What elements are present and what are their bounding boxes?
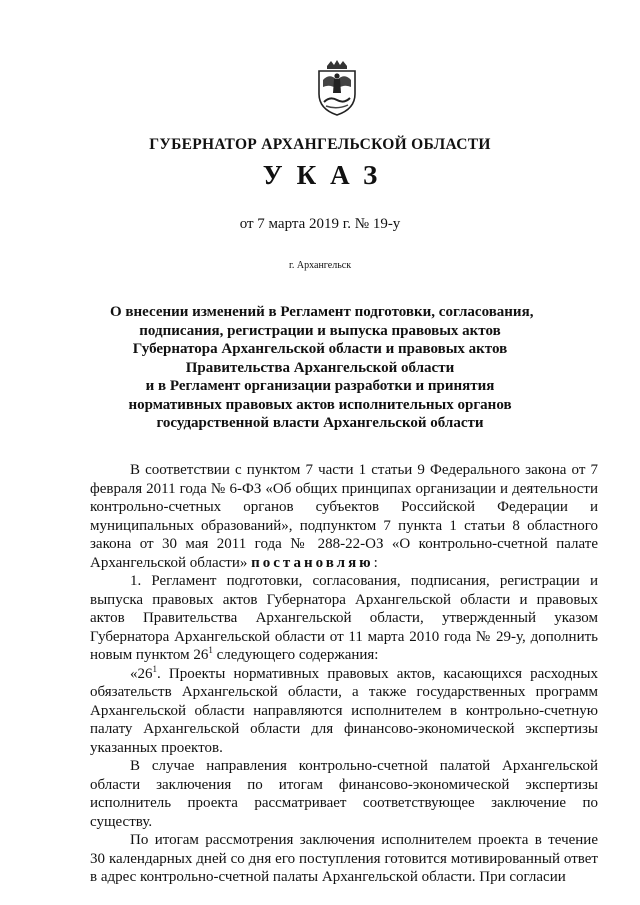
superscript: 1 xyxy=(152,663,157,674)
issue-place: г. Архангельск xyxy=(288,260,352,271)
new-item-number: «26 xyxy=(130,665,153,682)
clause-1-paragraph xyxy=(90,572,598,665)
conclusion-paragraph: В случае направления контрольно-счетной палатой Архангельской области заключения по итогам финансово-экономической экспертизы исполнитель проекта рассматривает соответствующее заключение по существу. xyxy=(90,758,598,830)
superscript: 1 xyxy=(208,645,213,655)
preamble-text: В соответствии с пунктом 7 части 1 статьи 9 Федерального закона от 7 февраля 2011 года № 6-ФЗ «Об общих принципах организации и деятельности контрольно-счетных органов субъектов Российской Федерации и муниципальных образований», подпунктом 7 пункта 1 статьи 8 областного закона от 30 мая 2011 года № 288-22-ОЗ «О контрольно-счетной палате Архангельской области» xyxy=(90,462,598,571)
new-item-text: . Проекты нормативных правовых актов, касающихся расходных обязательств Архангельской области, а также государственных программ Архангельской области направляются исполнителем в контрольно-счетную палату Архангельской области для финансово-экономической экспертизы указанных проектов. xyxy=(90,665,598,756)
clause-1-text-end: следующего содержания: xyxy=(212,647,379,663)
title-line: Губернатора Архангельской области и правовых актов xyxy=(132,341,508,357)
response-paragraph: По итогам рассмотрения заключения исполнителем проекта в течение 30 календарных дней со дня его поступления готовится мотивированный ответ в адрес контрольно-счетной палаты Архангельской области. При согласии xyxy=(90,832,598,885)
title-line: подписания, регистрации и выпуска правовых актов xyxy=(139,322,501,339)
arkhangelsk-coat-of-arms-icon xyxy=(314,60,360,116)
clause-1-text: 1. Регламент подготовки, согласования, подписания, регистрации и выпуска правовых актов Губернатора Архангельской области и правовых актов Правительства Архангельской области, утвержденный указом Губернатора Архангельской области от 11 марта 2010 года № 29-у, дополнить новым пунктом 26 xyxy=(90,573,598,663)
title-line: Правительства Архангельской области xyxy=(185,359,455,376)
preamble-paragraph xyxy=(90,461,598,572)
title-line: нормативных правовых актов исполнительных органов xyxy=(128,396,512,413)
title-line: государственной власти Архангельской области xyxy=(156,415,484,431)
preamble-colon: : xyxy=(373,554,378,571)
new-item-paragraph xyxy=(90,665,598,758)
title-line: и в Регламент организации разработки и принятия xyxy=(145,378,495,394)
issuer-heading: ГУБЕРНАТОР АРХАНГЕЛЬСКОЙ ОБЛАСТИ xyxy=(149,136,491,153)
document-date-number: от 7 марта 2019 г. № 19-у xyxy=(239,216,401,232)
document-type: УКАЗ xyxy=(262,160,392,190)
document-body xyxy=(90,461,598,887)
decree-word: постановляю xyxy=(251,554,374,571)
title-line: О внесении изменений в Регламент подготовки, согласования, xyxy=(110,304,534,320)
document-title xyxy=(110,303,534,433)
